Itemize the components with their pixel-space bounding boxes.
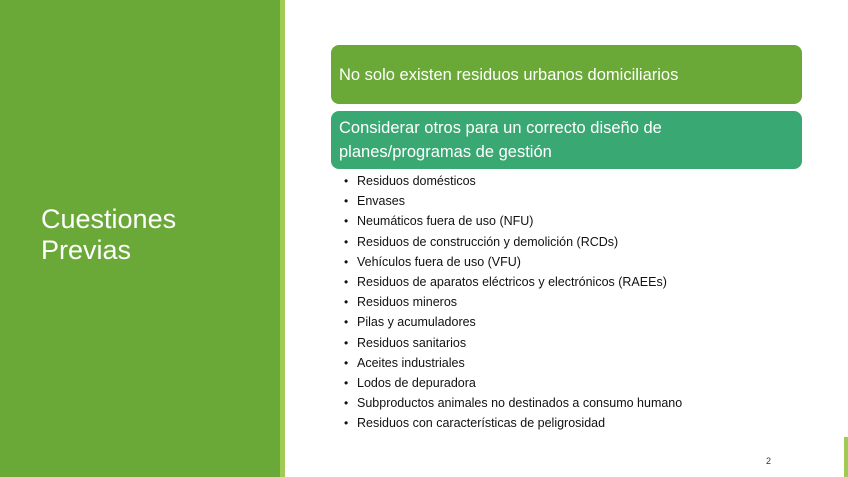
- list-item-text: Residuos domésticos: [357, 174, 476, 188]
- list-item: [344, 272, 794, 292]
- bullet-icon: •: [344, 214, 349, 229]
- bullet-icon: •: [344, 396, 349, 411]
- list-item-text: Residuos con características de peligrosidad: [357, 416, 606, 431]
- bullet-icon: •: [344, 376, 349, 391]
- list-item: [344, 252, 794, 272]
- list-item: [344, 333, 794, 353]
- panel-accent-bar: [280, 0, 285, 477]
- list-item-text: Residuos mineros: [357, 295, 458, 310]
- bullet-icon: •: [344, 315, 349, 330]
- corner-accent-bar: [844, 437, 848, 477]
- list-item-text: Envases: [357, 194, 405, 209]
- statement-box-1: [331, 45, 802, 104]
- bullet-icon: •: [344, 335, 349, 350]
- bullet-icon: •: [344, 416, 349, 431]
- list-item: [344, 191, 794, 211]
- list-item-text: Subproductos animales no destinados a consumo humano: [357, 396, 683, 411]
- list-item-text: Residuos de aparatos eléctricos y electrónicos (RAEEs): [357, 275, 667, 290]
- statement-box-2-text: Considerar otros para un correcto diseño de planes/programas de gestión: [339, 119, 662, 161]
- list-item: [344, 211, 794, 231]
- statement-box-2: [331, 111, 802, 169]
- list-item-text: Neumáticos fuera de uso (NFU): [357, 214, 534, 229]
- list-item: [344, 413, 794, 433]
- list-item-text: Vehículos fuera de uso (VFU): [357, 254, 521, 269]
- list-item: [344, 292, 794, 312]
- title-panel: [0, 0, 280, 477]
- bullet-icon: •: [344, 194, 349, 209]
- bullet-icon: •: [344, 355, 349, 370]
- slide-title: Cuestiones Previas: [41, 204, 177, 265]
- statement-box-1-text: No solo existen residuos urbanos domiciliarios: [339, 65, 679, 84]
- waste-types-list: [344, 171, 794, 434]
- bullet-icon: •: [344, 174, 349, 188]
- bullet-icon: •: [344, 275, 349, 290]
- page-number: 2: [766, 456, 772, 466]
- bullet-icon: •: [344, 254, 349, 269]
- list-item: [344, 353, 794, 373]
- list-item: [344, 171, 794, 191]
- list-item-text: Aceites industriales: [357, 355, 465, 370]
- bullet-icon: •: [344, 234, 349, 249]
- list-item: [344, 373, 794, 393]
- list-item-text: Pilas y acumuladores: [357, 315, 476, 330]
- list-item-text: Lodos de depuradora: [357, 376, 476, 391]
- list-item-text: Residuos de construcción y demolición (RCDs): [357, 234, 619, 249]
- list-item-text: Residuos sanitarios: [357, 335, 467, 350]
- list-item: [344, 232, 794, 252]
- list-item: [344, 312, 794, 332]
- bullet-icon: •: [344, 295, 349, 310]
- list-item: [344, 393, 794, 413]
